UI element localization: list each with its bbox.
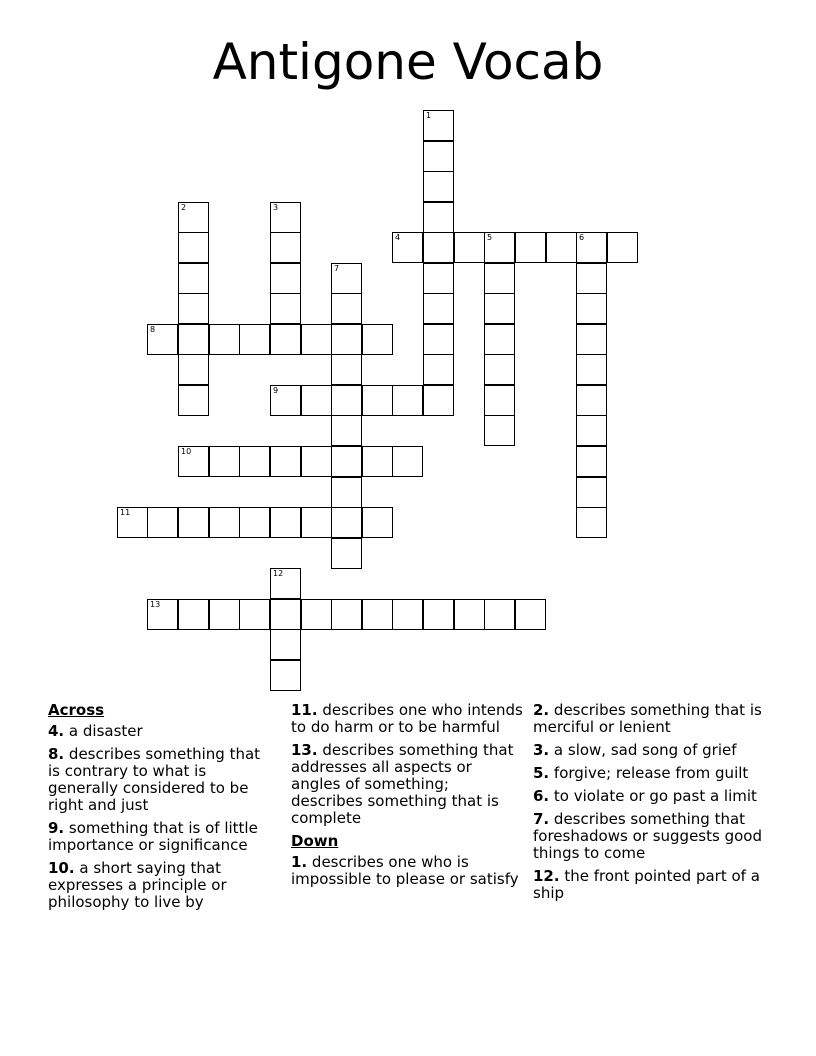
grid-cell[interactable] <box>270 568 301 599</box>
grid-cell[interactable] <box>239 599 270 630</box>
clue-text: forgive; release from guilt <box>553 764 749 782</box>
cell-number: 7 <box>334 264 340 273</box>
grid-cell[interactable] <box>454 232 485 263</box>
grid-cell[interactable] <box>270 293 301 324</box>
clue-text: a slow, sad song of grief <box>553 741 737 759</box>
grid-cell[interactable] <box>270 202 301 233</box>
grid-cell[interactable] <box>423 385 454 416</box>
grid-cell[interactable] <box>484 232 515 263</box>
clue-text: describes something that foreshadows or suggests good things to come <box>533 810 762 862</box>
grid-cell[interactable] <box>515 599 546 630</box>
clue-down-12 <box>533 868 773 902</box>
grid-cell[interactable] <box>515 232 546 263</box>
clue-text: describes something that is contrary to what is generally considered to be right and just <box>48 745 261 814</box>
grid-cell[interactable] <box>178 446 209 477</box>
grid-cell[interactable] <box>331 293 362 324</box>
clue-text: something that is of little importance or significance <box>48 819 258 854</box>
cell-number: 9 <box>273 386 279 395</box>
grid-cell[interactable] <box>178 202 209 233</box>
grid-cell[interactable] <box>301 507 332 538</box>
grid-cell[interactable] <box>331 446 362 477</box>
clue-down-1 <box>291 854 523 888</box>
grid-cell[interactable] <box>576 354 607 385</box>
cell-number: 13 <box>150 600 161 609</box>
grid-cell[interactable] <box>270 446 301 477</box>
clues-column-1 <box>48 702 270 917</box>
grid-cell[interactable] <box>331 415 362 446</box>
grid-cell[interactable] <box>423 324 454 355</box>
clue-text: the front pointed part of a ship <box>533 867 760 902</box>
grid-cell[interactable] <box>484 354 515 385</box>
grid-cell[interactable] <box>423 141 454 172</box>
grid-cell[interactable] <box>178 385 209 416</box>
cell-number: 1 <box>426 111 432 120</box>
clue-text: describes something that is merciful or lenient <box>533 701 762 736</box>
clue-number: 11. <box>291 701 318 719</box>
grid-cell[interactable] <box>209 507 240 538</box>
clue-number: 5. <box>533 764 550 782</box>
grid-cell[interactable] <box>331 538 362 569</box>
grid-cell[interactable] <box>178 263 209 294</box>
grid-cell[interactable] <box>147 507 178 538</box>
grid-cell[interactable] <box>239 507 270 538</box>
cell-number: 4 <box>395 233 401 242</box>
clue-across-8 <box>48 746 270 814</box>
cell-number: 8 <box>150 325 156 334</box>
clues-column-2 <box>291 702 523 894</box>
grid-cell[interactable] <box>423 110 454 141</box>
grid-cell[interactable] <box>178 293 209 324</box>
grid-cell[interactable] <box>546 232 577 263</box>
grid-cell[interactable] <box>331 599 362 630</box>
grid-cell[interactable] <box>301 324 332 355</box>
grid-cell[interactable] <box>270 385 301 416</box>
grid-cell[interactable] <box>209 599 240 630</box>
grid-cell[interactable] <box>239 446 270 477</box>
grid-cell[interactable] <box>147 324 178 355</box>
cell-number: 6 <box>579 233 585 242</box>
clue-number: 4. <box>48 722 65 740</box>
grid-cell[interactable] <box>484 385 515 416</box>
grid-cell[interactable] <box>178 354 209 385</box>
clue-number: 3. <box>533 741 550 759</box>
clue-number: 2. <box>533 701 550 719</box>
grid-cell[interactable] <box>454 599 485 630</box>
grid-cell[interactable] <box>331 385 362 416</box>
cell-number: 5 <box>487 233 493 242</box>
grid-cell[interactable] <box>301 446 332 477</box>
grid-cell[interactable] <box>423 232 454 263</box>
grid-cell[interactable] <box>484 293 515 324</box>
grid-cell[interactable] <box>392 446 423 477</box>
grid-cell[interactable] <box>209 446 240 477</box>
clue-text: describes one who intends to do harm or to be harmful <box>291 701 523 736</box>
grid-cell[interactable] <box>484 263 515 294</box>
grid-cell[interactable] <box>270 263 301 294</box>
grid-cell[interactable] <box>423 263 454 294</box>
grid-cell[interactable] <box>178 599 209 630</box>
grid-cell[interactable] <box>331 263 362 294</box>
clues-column-3 <box>533 702 773 908</box>
grid-cell[interactable] <box>270 629 301 660</box>
cell-number: 2 <box>181 203 187 212</box>
clue-number: 8. <box>48 745 65 763</box>
clue-across-4 <box>48 723 270 740</box>
grid-cell[interactable] <box>392 599 423 630</box>
across-heading: Across <box>48 701 105 719</box>
cell-number: 11 <box>120 508 131 517</box>
grid-cell[interactable] <box>423 599 454 630</box>
clue-down-6 <box>533 788 773 805</box>
clue-text: a disaster <box>68 722 143 740</box>
grid-cell[interactable] <box>362 507 393 538</box>
grid-cell[interactable] <box>117 507 148 538</box>
clue-number: 1. <box>291 853 308 871</box>
grid-cell[interactable] <box>423 202 454 233</box>
grid-cell[interactable] <box>301 385 332 416</box>
grid-cell[interactable] <box>362 446 393 477</box>
grid-cell[interactable] <box>147 599 178 630</box>
grid-cell[interactable] <box>484 599 515 630</box>
clue-number: 10. <box>48 859 75 877</box>
grid-cell[interactable] <box>576 477 607 508</box>
grid-cell[interactable] <box>270 232 301 263</box>
grid-cell[interactable] <box>331 324 362 355</box>
grid-cell[interactable] <box>576 293 607 324</box>
grid-cell[interactable] <box>239 324 270 355</box>
grid-cell[interactable] <box>270 324 301 355</box>
clue-across-11 <box>291 702 523 736</box>
grid-cell[interactable] <box>576 415 607 446</box>
grid-cell[interactable] <box>178 324 209 355</box>
grid-cell[interactable] <box>178 507 209 538</box>
clue-down-5 <box>533 765 773 782</box>
grid-cell[interactable] <box>331 477 362 508</box>
grid-cell[interactable] <box>576 324 607 355</box>
clue-down-3 <box>533 742 773 759</box>
grid-cell[interactable] <box>270 599 301 630</box>
grid-cell[interactable] <box>392 232 423 263</box>
grid-cell[interactable] <box>209 324 240 355</box>
clue-text: describes something that addresses all aspects or angles of something; describes something that is complete <box>291 741 514 827</box>
grid-cell[interactable] <box>331 354 362 385</box>
grid-cell[interactable] <box>576 446 607 477</box>
grid-cell[interactable] <box>362 599 393 630</box>
clue-text: to violate or go past a limit <box>553 787 757 805</box>
grid-cell[interactable] <box>423 354 454 385</box>
cell-number: 3 <box>273 203 279 212</box>
clue-number: 9. <box>48 819 65 837</box>
grid-cell[interactable] <box>423 293 454 324</box>
clue-across-10 <box>48 860 270 911</box>
clue-number: 6. <box>533 787 550 805</box>
grid-cell[interactable] <box>576 385 607 416</box>
grid-cell[interactable] <box>484 324 515 355</box>
grid-cell[interactable] <box>178 232 209 263</box>
grid-cell[interactable] <box>423 171 454 202</box>
page-title: Antigone Vocab <box>212 33 604 91</box>
grid-cell[interactable] <box>576 507 607 538</box>
clue-text: describes one who is impossible to please or satisfy <box>291 853 519 888</box>
grid-cell[interactable] <box>270 507 301 538</box>
cell-number: 12 <box>273 569 284 578</box>
down-heading: Down <box>291 832 339 850</box>
clue-number: 13. <box>291 741 318 759</box>
grid-cell[interactable] <box>362 385 393 416</box>
grid-cell[interactable] <box>362 324 393 355</box>
clue-across-9 <box>48 820 270 854</box>
clue-number: 12. <box>533 867 560 885</box>
clue-down-2 <box>533 702 773 736</box>
clue-text: a short saying that expresses a principle or philosophy to live by <box>48 859 227 911</box>
grid-cell[interactable] <box>607 232 638 263</box>
grid-cell[interactable] <box>392 385 423 416</box>
clue-across-13 <box>291 742 523 827</box>
grid-cell[interactable] <box>270 660 301 691</box>
clue-down-7 <box>533 811 773 862</box>
cell-number: 10 <box>181 447 192 456</box>
grid-cell[interactable] <box>576 232 607 263</box>
grid-cell[interactable] <box>576 263 607 294</box>
grid-cell[interactable] <box>484 415 515 446</box>
grid-cell[interactable] <box>301 599 332 630</box>
grid-cell[interactable] <box>331 507 362 538</box>
clue-number: 7. <box>533 810 550 828</box>
